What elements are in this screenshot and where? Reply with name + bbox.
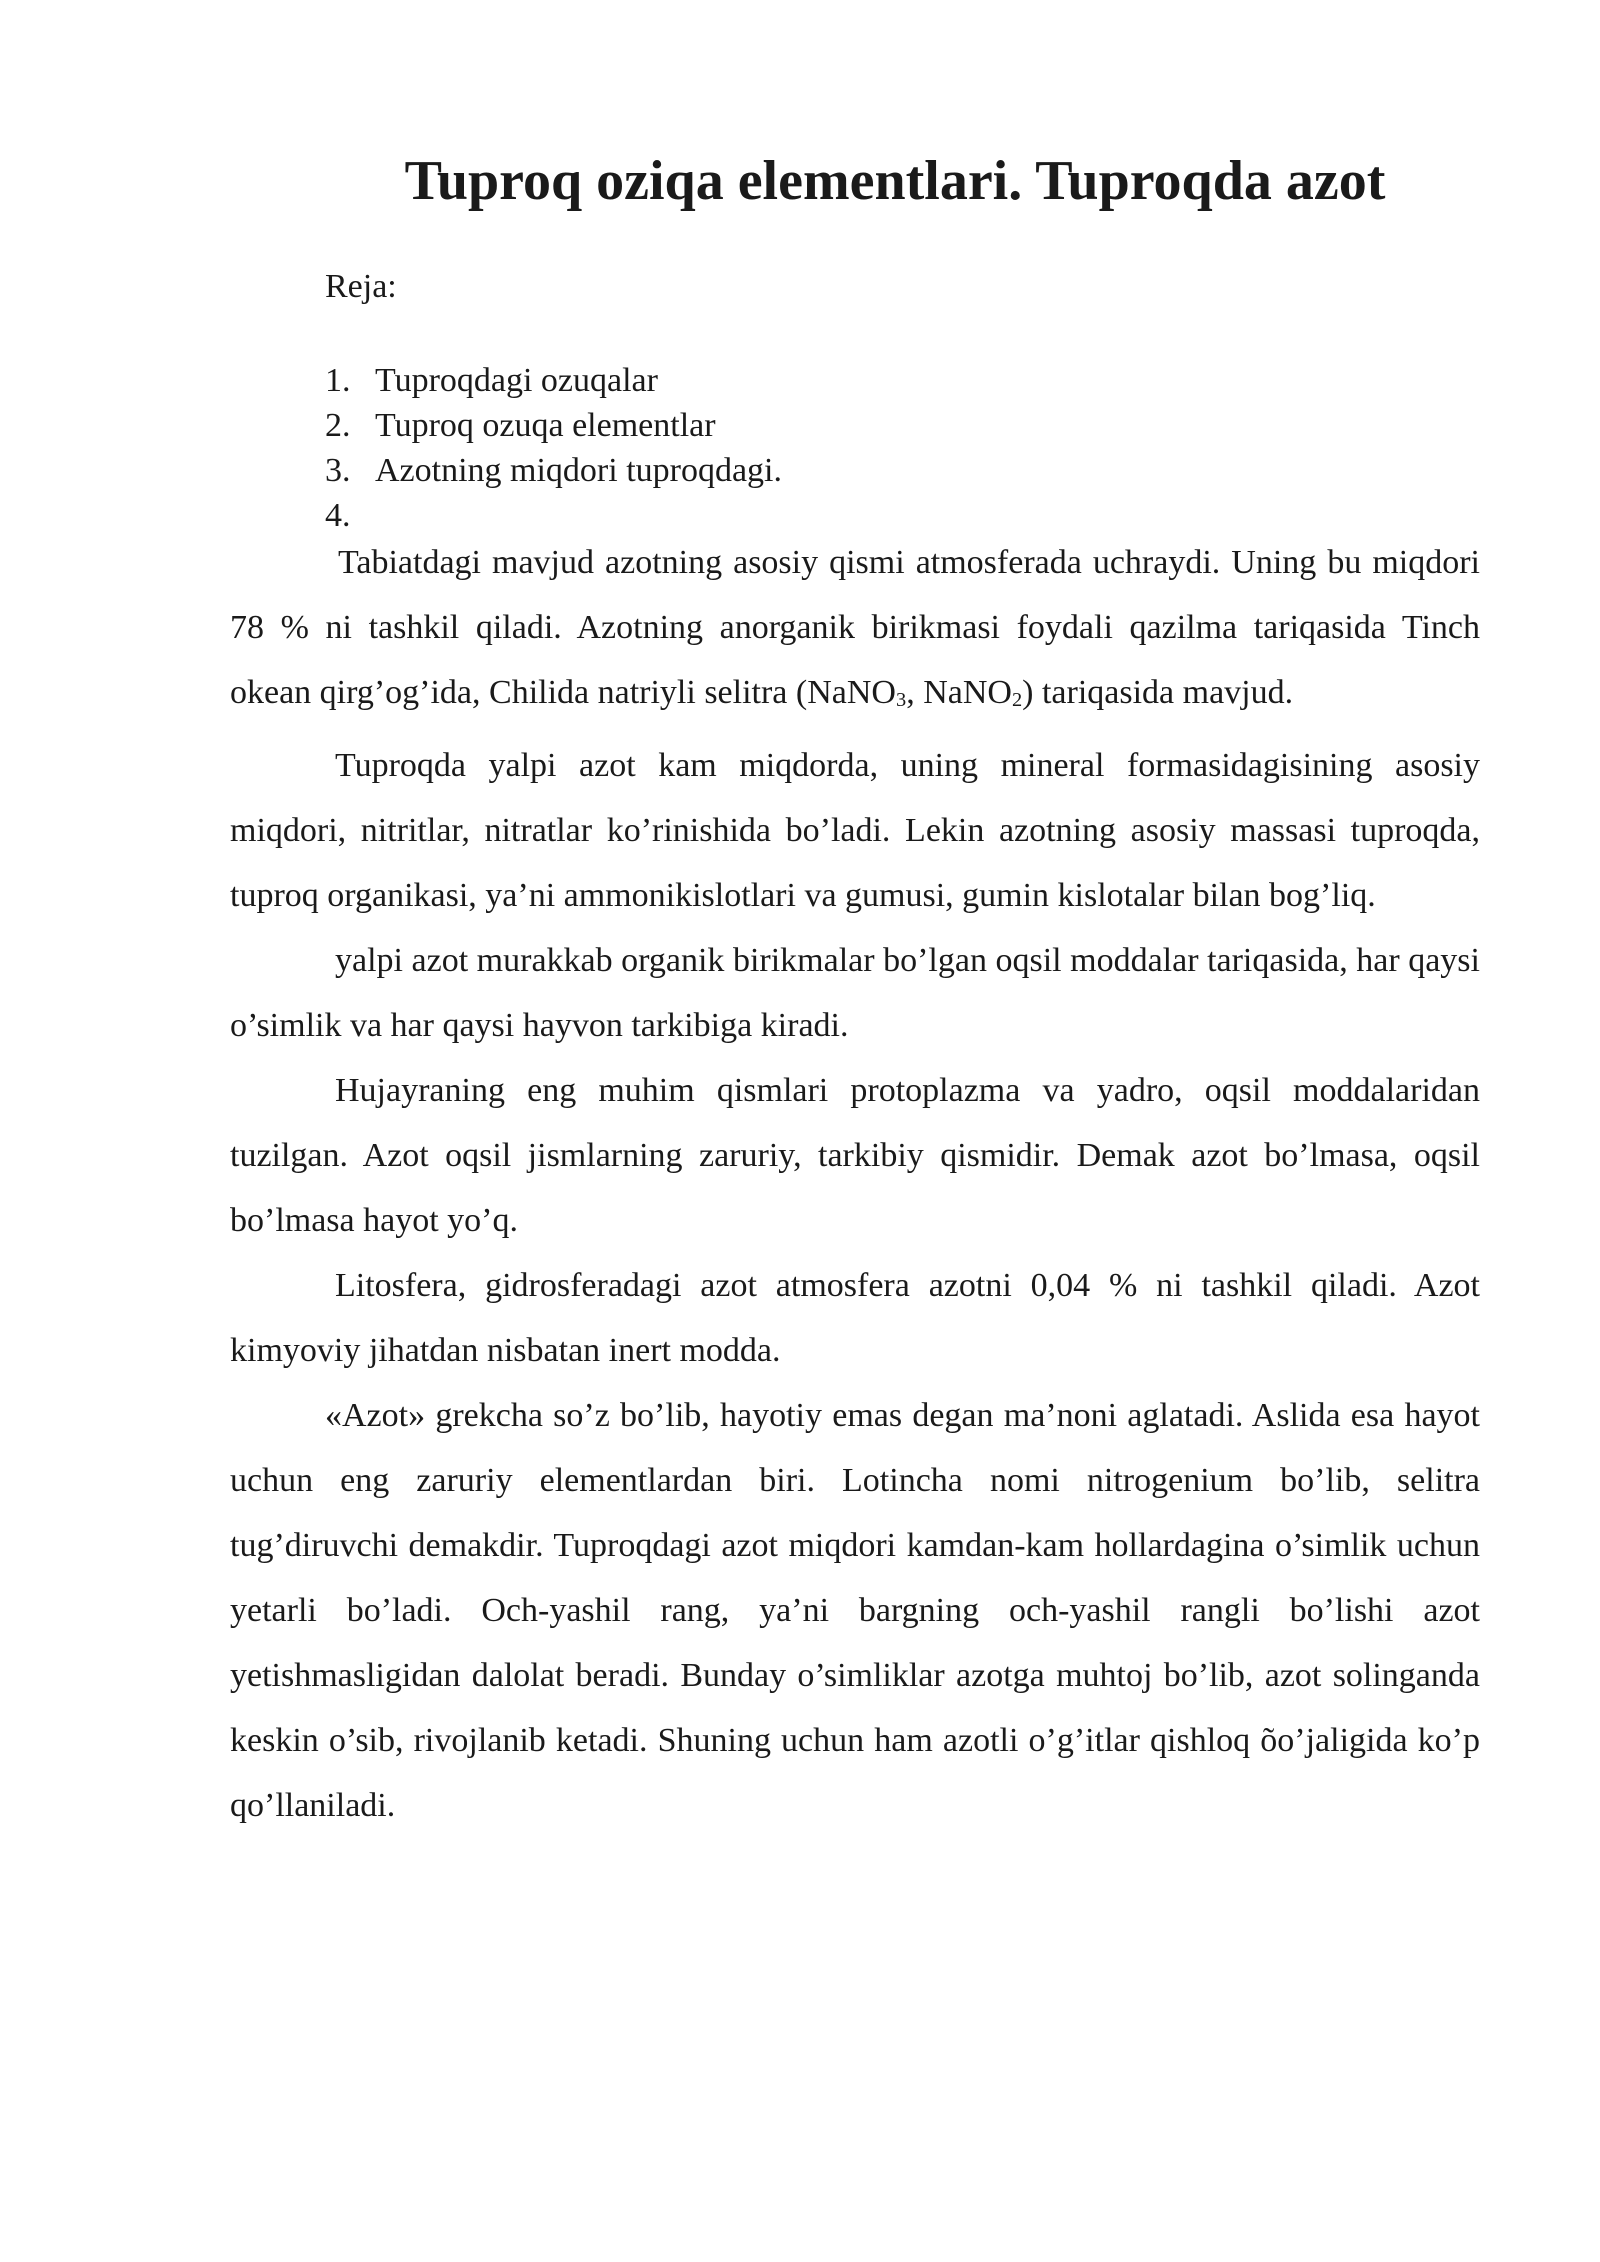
paragraph-3: yalpi azot murakkab organik birikmalar bo’lgan oqsil moddalar tariqasida, har qaysi o’simlik va har qaysi hayvon tarkibiga kiradi.: [230, 942, 1480, 1045]
plan-list: [325, 358, 782, 538]
paragraph-1: [230, 530, 1480, 733]
page-title: Tuproq oziqa elementlari. Tuproqda azot: [404, 150, 1386, 212]
list-item-text: Tuproqdagi ozuqalar: [375, 362, 658, 399]
list-item-number: 4.: [325, 497, 351, 534]
paragraph-5: Litosfera, gidrosferadagi azot atmosfera azotni 0,04 % ni tashkil qiladi. Azot kimyoviy jihatdan nisbatan inert modda.: [230, 1267, 1480, 1370]
paragraph-4: Hujayraning eng muhim qismlari protoplazma va yadro, oqsil moddalaridan tuzilgan. Azot oqsil jismlarning zaruriy, tarkibiy qismidir. Demak azot bo’lmasa, oqsil bo’lmasa hayot yo’q.: [230, 1072, 1480, 1240]
list-item-text: Azotning miqdori tuproqdagi.: [375, 452, 783, 489]
list-item-number: 1.: [325, 362, 351, 399]
subscript-2: 2: [1011, 689, 1023, 712]
paragraph-6: «Azot» grekcha so’z bo’lib, hayotiy emas degan ma’noni aglatadi. Aslida esa hayot uchun eng zaruriy elementlardan biri. Lotincha nomi nitrogenium bo’lib, selitra tug’diruvchi demakdir. Tuproqdagi azot miqdori kamdan-kam hollardagina o’simlik uchun yetarli bo’ladi. Och-yashil rang, ya’ni bargning och-yashil rangli bo’lishi azot yetishmasligidan dalolat beradi. Bunday o’simliklar azotga muhtoj bo’lib, azot solinganda keskin o’sib, rivojlanib ketadi. Shuning uchun ham azotli o’g’itlar qishloq õo’jaligida ko’p qo’llaniladi.: [230, 1397, 1480, 1825]
list-item-text: Tuproq ozuqa elementlar: [375, 407, 716, 444]
plan-label: Reja:: [325, 268, 397, 305]
paragraph-1-part-b: , NaNO: [906, 674, 1012, 711]
body-text: [230, 530, 1480, 1838]
subscript-3: 3: [895, 689, 907, 712]
list-item: [325, 448, 782, 493]
list-item: [325, 358, 782, 403]
list-item-number: 3.: [325, 452, 351, 489]
list-item: [325, 403, 782, 448]
paragraph-1-part-c: ) tariqasida mavjud.: [1022, 674, 1294, 711]
list-item-number: 2.: [325, 407, 351, 444]
paragraph-2: Tuproqda yalpi azot kam miqdorda, uning mineral formasidagisining asosiy miqdori, nitritlar, nitratlar ko’rinishida bo’ladi. Lekin azotning asosiy massasi tuproqda, tuproq organikasi, ya’ni ammonikislotlari va gumusi, gumin kislotalar bilan bog’liq.: [230, 747, 1480, 915]
paragraph-1-part-a: Tabiatdagi mavjud azotning asosiy qismi atmosferada uchraydi. Uning bu miqdori 78 % ni tashkil qiladi. Azotning anorganik birikmasi foydali qazilma tariqasida Tinch okean qirg’og’ida, Chilida natriyli selitra (NaNO: [230, 544, 1480, 711]
